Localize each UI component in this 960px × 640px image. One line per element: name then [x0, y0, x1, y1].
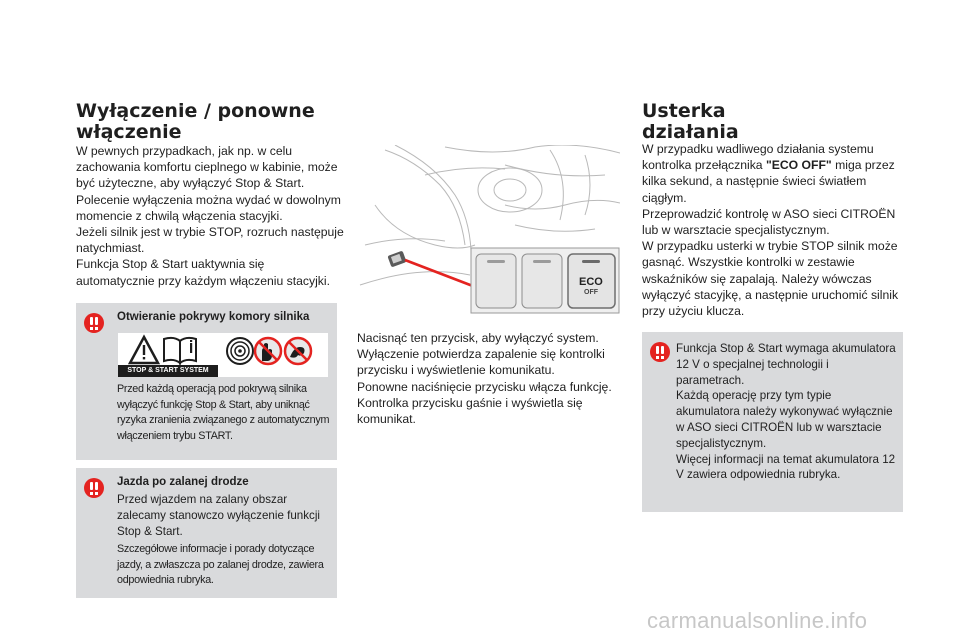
- warning-battery-text: Funkcja Stop & Start wymaga akumulatora 12 V o specjalnej technologii i parametrach. Każdą operację przy tym typie akumulatora należy wykonywać wyłącznie w ASO sieci CITROËN lub w warsztacie specjalistycznym. Więcej informacji na temat akumulatora 12 V zawiera odpowiednia rubryka.: [676, 342, 896, 482]
- paragraph: Funkcja Stop & Start uaktywnia się automatycznie przy każdym włączeniu stacyjki.: [76, 257, 330, 288]
- warning-hood-title: Otwieranie pokrywy komory silnika: [117, 311, 310, 323]
- paragraph: W pewnych przypadkach, jak np. w celu zachowania komfortu cieplnego w kabinie, może być użyteczne, aby wyłączyć Stop & Start.: [76, 144, 338, 191]
- paragraph: W przypadku usterki w trybie STOP silnik może gasnąć. Wszystkie kontrolki w zestawie wskaźników się zapalają. Należy wówczas wyłączyć stacyjkę, a następnie uruchomić silnik przy użyciu klucza.: [642, 239, 899, 319]
- paragraph: Polecenie wyłączenia można wydać w dowolnym momencie z chwilą włączenia stacyjki.: [76, 192, 341, 223]
- dashboard-drawing: [355, 145, 620, 315]
- paragraph: Wyłączenie potwierdza zapalenie się kontrolki przycisku i wyświetlenie komunikatu.: [357, 347, 605, 378]
- warning-flood-text: Przed wjazdem na zalany obszar zalecamy stanowczo wyłączenie funkcji Stop & Start. Szczegółowe informacje i porady dotyczące jazdy, a zwłaszcza po zalanej drodze, zawiera odpowiednia rubryka.: [117, 493, 324, 586]
- section-title-malfunction: Usterka działania: [642, 100, 739, 143]
- no-hands-fan-icon: [285, 338, 311, 364]
- belt-rotation-icon: [227, 338, 253, 364]
- paragraph: Nacisnąć ten przycisk, aby wyłączyć system.: [357, 331, 599, 345]
- stop-start-sticker-label: STOP & START SYSTEM: [118, 365, 218, 377]
- eco-label: ECO: [579, 276, 603, 288]
- off-label: OFF: [584, 289, 598, 296]
- button-2-icon: [522, 254, 562, 308]
- malfunction-description: [642, 141, 910, 319]
- eco-off-emphasis: "ECO OFF": [765, 158, 832, 173]
- section-title-disable: Wyłączenie / ponowne włączenie: [76, 100, 315, 143]
- warning-flood-title: Jazda po zalanej drodze: [117, 476, 249, 488]
- warning-icon: [84, 478, 104, 498]
- caution-triangle-icon: [130, 337, 158, 363]
- warning-icon: [650, 342, 670, 362]
- eco-off-button-illustration: [355, 145, 620, 315]
- paragraph: Kontrolka przycisku gaśnie i wyświetla się komunikat.: [357, 395, 583, 427]
- small-switch-icon: [387, 251, 406, 268]
- button-1-icon: [476, 254, 516, 308]
- watermark: carmanualsonline.info: [647, 608, 868, 633]
- no-touch-icon: [255, 338, 281, 364]
- paragraph: Jeżeli silnik jest w trybie STOP, rozruch następuje natychmiast.: [76, 225, 344, 256]
- warning-icon: [84, 313, 104, 333]
- button-instructions: [357, 330, 625, 427]
- paragraph: W przypadku wadliwego działania systemu kontrolka przełącznika "ECO OFF" miga przez kilka sekund, a następnie świeci światłem ciągłym.: [642, 142, 895, 205]
- warning-hood-text: Przed każdą operacją pod pokrywą silnika wyłączyć funkcję Stop & Start, aby uniknąć ryzyka zranienia związanego z automatycznym włączeniem trybu START.: [117, 383, 330, 442]
- disable-description: [76, 143, 344, 289]
- manual-book-icon: [164, 338, 196, 363]
- paragraph: Przeprowadzić kontrolę w ASO sieci CITROËN lub w warsztacie specjalistycznym.: [642, 206, 896, 238]
- paragraph: Ponowne naciśnięcie przycisku włącza funkcję.: [357, 379, 612, 394]
